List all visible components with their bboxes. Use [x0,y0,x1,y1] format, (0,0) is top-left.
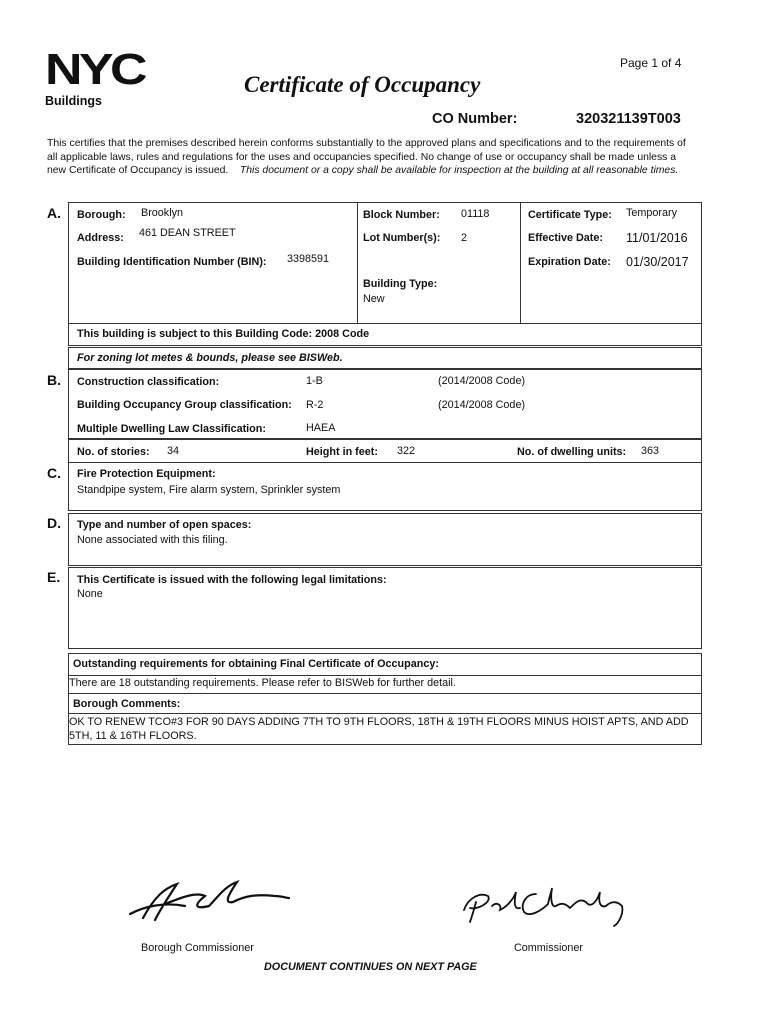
borough-commissioner-signature [125,876,295,926]
zoning-text: For zoning lot metes & bounds, please see BISWeb. [77,352,343,364]
effective-date-label: Effective Date: [528,232,604,244]
dwelling-law-label: Multiple Dwelling Law Classification: [77,423,266,435]
occupancy-label: Building Occupancy Group classification: [77,399,292,411]
stories-value: 34 [167,445,180,457]
section-a-letter: A. [47,205,61,221]
occupancy-code: (2014/2008 Code) [438,399,526,411]
commissioner-signature [458,880,633,930]
section-d-letter: D. [47,515,61,531]
dwelling-units-value: 363 [641,445,660,457]
co-number: 320321139T003 [576,111,681,127]
construction-label: Construction classification: [77,376,220,388]
open-spaces-value: None associated with this filing. [77,534,228,546]
address-value: 461 DEAN STREET [139,227,236,239]
page-title: Certificate of Occupancy [244,72,481,97]
comments-label: Borough Comments: [73,698,181,710]
building-type-value: New [363,293,385,305]
section-c-letter: C. [47,465,61,481]
bin-value: 3398591 [287,253,330,265]
effective-date-value: 11/01/2016 [626,231,688,245]
height-label: Height in feet: [306,446,378,458]
outstanding-value: There are 18 outstanding requirements. Please refer to BISWeb for further detail. [69,677,456,689]
outstanding-label: Outstanding requirements for obtaining Final Certificate of Occupancy: [73,658,439,670]
block-label: Block Number: [363,209,440,221]
construction-value: 1-B [306,375,323,387]
divider [357,202,358,324]
open-spaces-label: Type and number of open spaces: [77,519,252,531]
construction-code: (2014/2008 Code) [438,375,526,387]
cert-type-label: Certificate Type: [528,209,612,221]
stories-label: No. of stories: [77,446,150,458]
nyc-logo: NYC [45,45,145,94]
cert-type-value: Temporary [626,207,678,219]
section-e-letter: E. [47,569,61,585]
divider [520,202,521,324]
intro-paragraph: This certifies that the premises described herein conforms substantially to the approved plans and specifications and to the requirements of all applicable laws, rules and regulations for the uses and occupancies specified. No change of use or occupancy shall be made unless a new Certificate of Occupancy is issued. This document or a copy shall be available for inspection at the building at all reasonable times. [47,138,686,176]
expiration-date-value: 01/30/2017 [626,255,689,269]
building-code-text: This building is subject to this Building Code: 2008 Code [77,328,370,340]
nyc-logo-subtitle: Buildings [45,94,102,108]
address-label: Address: [77,232,124,244]
fire-protection-label: Fire Protection Equipment: [77,468,216,480]
height-value: 322 [397,445,416,457]
commissioner-title: Commissioner [514,942,583,954]
legal-limitations-label: This Certificate is issued with the following legal limitations: [77,574,387,586]
footer-note: DOCUMENT CONTINUES ON NEXT PAGE [264,961,477,973]
lot-value: 2 [461,232,468,244]
lot-label: Lot Number(s): [363,232,441,244]
dwelling-units-label: No. of dwelling units: [517,446,627,458]
borough-label: Borough: [77,209,126,221]
borough-value: Brooklyn [141,207,184,219]
co-number-label: CO Number: [432,111,518,127]
borough-commissioner-title: Borough Commissioner [141,942,254,954]
page-number: Page 1 of 4 [620,56,682,70]
fire-protection-value: Standpipe system, Fire alarm system, Sprinkler system [77,484,341,496]
dwelling-law-value: HAEA [306,422,336,434]
bin-label: Building Identification Number (BIN): [77,256,267,268]
comments-value: OK TO RENEW TCO#3 FOR 90 DAYS ADDING 7TH TO 9TH FLOORS, 18TH & 19TH FLOORS MINUS HOIST APTS, AND ADD 5TH, 11 & 16TH FLOORS. [69,716,689,742]
block-value: 01118 [461,208,490,220]
occupancy-value: R-2 [306,399,324,411]
legal-limitations-value: None [77,588,103,600]
expiration-date-label: Expiration Date: [528,256,611,268]
intro-italic: This document or a copy shall be available for inspection at the building at all reasonable times. [239,165,679,176]
building-type-label: Building Type: [363,278,438,290]
section-b-letter: B. [47,372,61,388]
